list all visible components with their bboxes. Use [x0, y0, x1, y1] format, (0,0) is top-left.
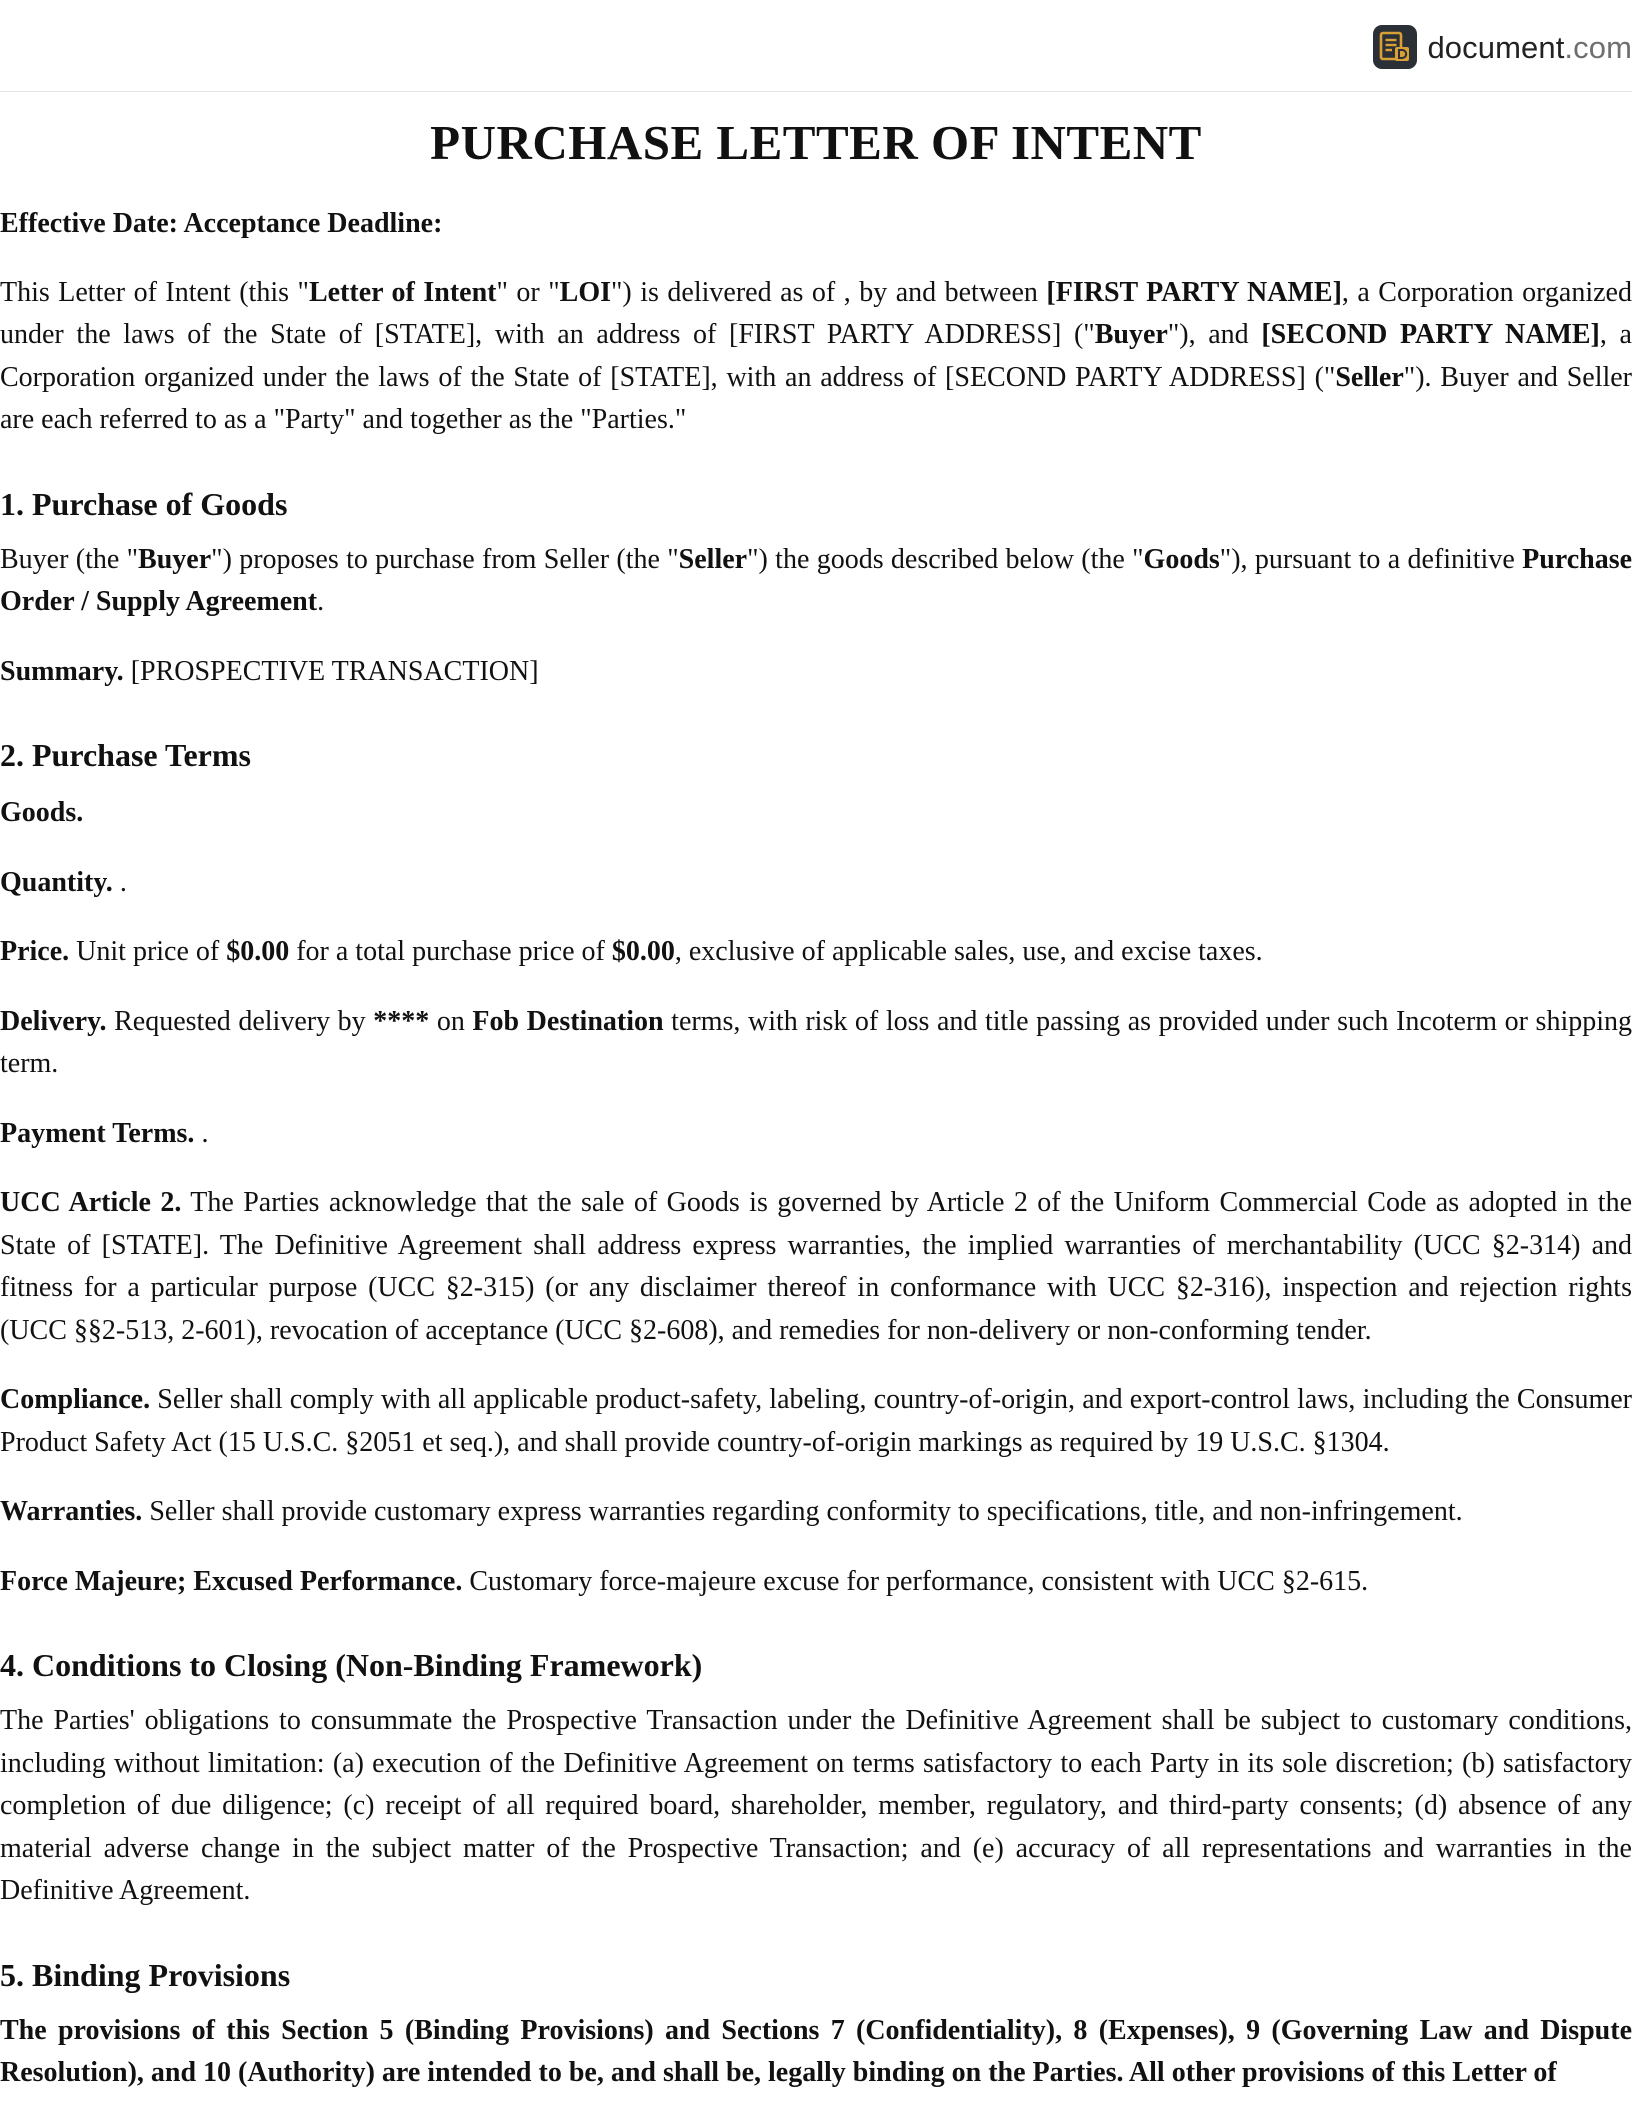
document-body: [0, 92, 1632, 2095]
second-party-name: [SECOND PARTY NAME]: [1261, 319, 1600, 350]
section-2-heading: 2. Purchase Terms: [0, 737, 251, 773]
dates-line: [0, 203, 1632, 246]
compliance-paragraph: [0, 1379, 1632, 1464]
unit-price: $0.00: [226, 936, 290, 967]
warranties-label: Warranties.: [0, 1496, 143, 1527]
s1-text: .: [317, 586, 325, 617]
payment-terms-text: .: [194, 1117, 209, 1149]
intro-text: "). Buyer and Seller are each referred to as a "Party" and together as the "Parties.": [0, 361, 1632, 435]
s1-text: Buyer (the ": [0, 543, 139, 575]
intro-text: " or ": [496, 276, 560, 308]
summary-paragraph: [0, 651, 1632, 694]
section-4-heading: 4. Conditions to Closing (Non-Binding Framework): [0, 1647, 703, 1683]
brand-wordmark: [1427, 29, 1632, 65]
payment-terms-paragraph: [0, 1113, 1632, 1156]
warranties-paragraph: [0, 1491, 1632, 1534]
force-majeure-paragraph: [0, 1561, 1632, 1604]
s1-term-seller: Seller: [678, 543, 748, 575]
top-bar: [0, 0, 1632, 92]
compliance-label: Compliance.: [0, 1384, 151, 1415]
first-party-name: [FIRST PARTY NAME]: [1046, 276, 1342, 308]
force-majeure-text: Customary force-majeure excuse for performance, consistent with UCC §2-615.: [462, 1565, 1369, 1597]
price-text: Unit price of: [69, 936, 227, 967]
s1-term-buyer: Buyer: [138, 543, 212, 575]
compliance-text: Seller shall comply with all applicable product-safety, labeling, country-of-origin, and export-control laws, including the Consumer Product Safety Act (15 U.S.C. §2051 et seq.), and shall provide country-of-origin markings as required by 19 U.S.C. §1304.: [0, 1384, 1632, 1458]
delivery-text: terms, with risk of loss and title passing as provided under such Incoterm or shipping term.: [0, 1005, 1632, 1079]
intro-term-loi: LOI: [559, 276, 611, 308]
ucc-text: The Parties acknowledge that the sale of Goods is governed by Article 2 of the Uniform Commercial Code as adopted in the State of [STATE]. The Definitive Agreement shall address express warranties, the implied warranties of merchantability (UCC §2-314) and fitness for a particular purpose (UCC §2-315) (or any disclaimer thereof in conformance with UCC §2-316), inspection and rejection rights (UCC §§2-513, 2-601), revocation of acceptance (UCC §2-608), and remedies for non-delivery or non-conforming tender.: [0, 1187, 1632, 1346]
force-majeure-label: Force Majeure; Excused Performance.: [0, 1565, 463, 1597]
intro-text: ") is delivered as of , by and between: [611, 276, 1047, 308]
quantity-text: .: [112, 866, 127, 898]
ucc-label: UCC Article 2.: [0, 1187, 182, 1218]
total-price: $0.00: [611, 936, 675, 967]
price-paragraph: [0, 931, 1632, 974]
intro-term-loi-full: Letter of Intent: [308, 276, 497, 308]
brand-tld: .com: [1564, 29, 1632, 65]
warranties-text: Seller shall provide customary express warranties regarding conformity to specifications, title, and non-infringement.: [142, 1496, 1463, 1527]
intro-text: , a Corporation organized under the laws of the State of [STATE], with an address of [FIRST PARTY ADDRESS] (": [0, 276, 1632, 350]
intro-text: "), and: [1167, 319, 1262, 350]
quantity-label: Quantity.: [0, 866, 113, 898]
dates-text: Effective Date: Acceptance Deadline:: [0, 208, 443, 239]
price-label: Price.: [0, 936, 70, 967]
delivery-label: Delivery.: [0, 1005, 107, 1037]
payment-terms-label: Payment Terms.: [0, 1117, 195, 1149]
price-text: for a total purchase price of: [289, 936, 612, 967]
goods-paragraph: [0, 792, 1632, 835]
section-1-paragraph: [0, 539, 1632, 624]
delivery-terms: Fob Destination: [472, 1005, 664, 1037]
document-title: PURCHASE LETTER OF INTENT: [430, 115, 1202, 170]
binding-provisions-text: The provisions of this Section 5 (Binding Provisions) and Sections 7 (Confidentiality), 8 (Expenses), 9 (Governing Law and Dispute Resolution), and 10 (Authority) are intended to be, and shall be, legally binding on the Parties. All other provisions of this Letter of: [0, 2014, 1632, 2088]
document-logo-icon: [1373, 25, 1417, 69]
delivery-date: ****: [373, 1005, 430, 1037]
s1-text: "), pursuant to a definitive: [1219, 543, 1523, 575]
s1-text: ") proposes to purchase from Seller (the ": [211, 543, 679, 575]
price-text: , exclusive of applicable sales, use, and excise taxes.: [674, 936, 1263, 967]
intro-term-seller: Seller: [1335, 361, 1404, 393]
s1-term-goods: Goods: [1143, 543, 1220, 575]
delivery-paragraph: [0, 1001, 1632, 1086]
goods-label: Goods.: [0, 797, 84, 828]
s1-text: ") the goods described below (the ": [747, 543, 1144, 575]
intro-text: , a Corporation organized under the laws of the State of [STATE], with an address of [SECOND PARTY ADDRESS] (": [0, 319, 1632, 393]
delivery-text: on: [429, 1005, 473, 1037]
summary-text: [PROSPECTIVE TRANSACTION]: [123, 655, 539, 687]
brand-logo[interactable]: [1373, 24, 1632, 70]
ucc-paragraph: [0, 1182, 1632, 1352]
quantity-paragraph: [0, 862, 1632, 905]
brand-name: document: [1427, 29, 1565, 65]
section-5-heading: 5. Binding Provisions: [0, 1956, 291, 1993]
summary-label: Summary.: [0, 655, 124, 687]
section-1-heading: 1. Purchase of Goods: [0, 485, 288, 522]
delivery-text: Requested delivery by: [106, 1005, 374, 1037]
intro-term-buyer: Buyer: [1094, 319, 1168, 350]
binding-provisions-paragraph: [0, 2010, 1632, 2095]
conditions-paragraph: The Parties' obligations to consummate the Prospective Transaction under the Definitive Agreement shall be subject to customary conditions, including without limitation: (a) execution of the Definitive Agreement on terms satisfactory to each Party in its sole discretion; (b) satisfactory completion of due diligence; (c) receipt of all required board, shareholder, member, regulatory, and third-party consents; (d) absence of any material adverse change in the subject matter of the Prospective Transaction; and (e) accuracy of all representations and warranties in the Definitive Agreement.: [0, 1705, 1632, 1906]
s1-term-agreement: Purchase Order / Supply Agreement: [0, 543, 1632, 617]
intro-paragraph: [0, 272, 1632, 442]
intro-text: This Letter of Intent (this ": [0, 276, 309, 308]
